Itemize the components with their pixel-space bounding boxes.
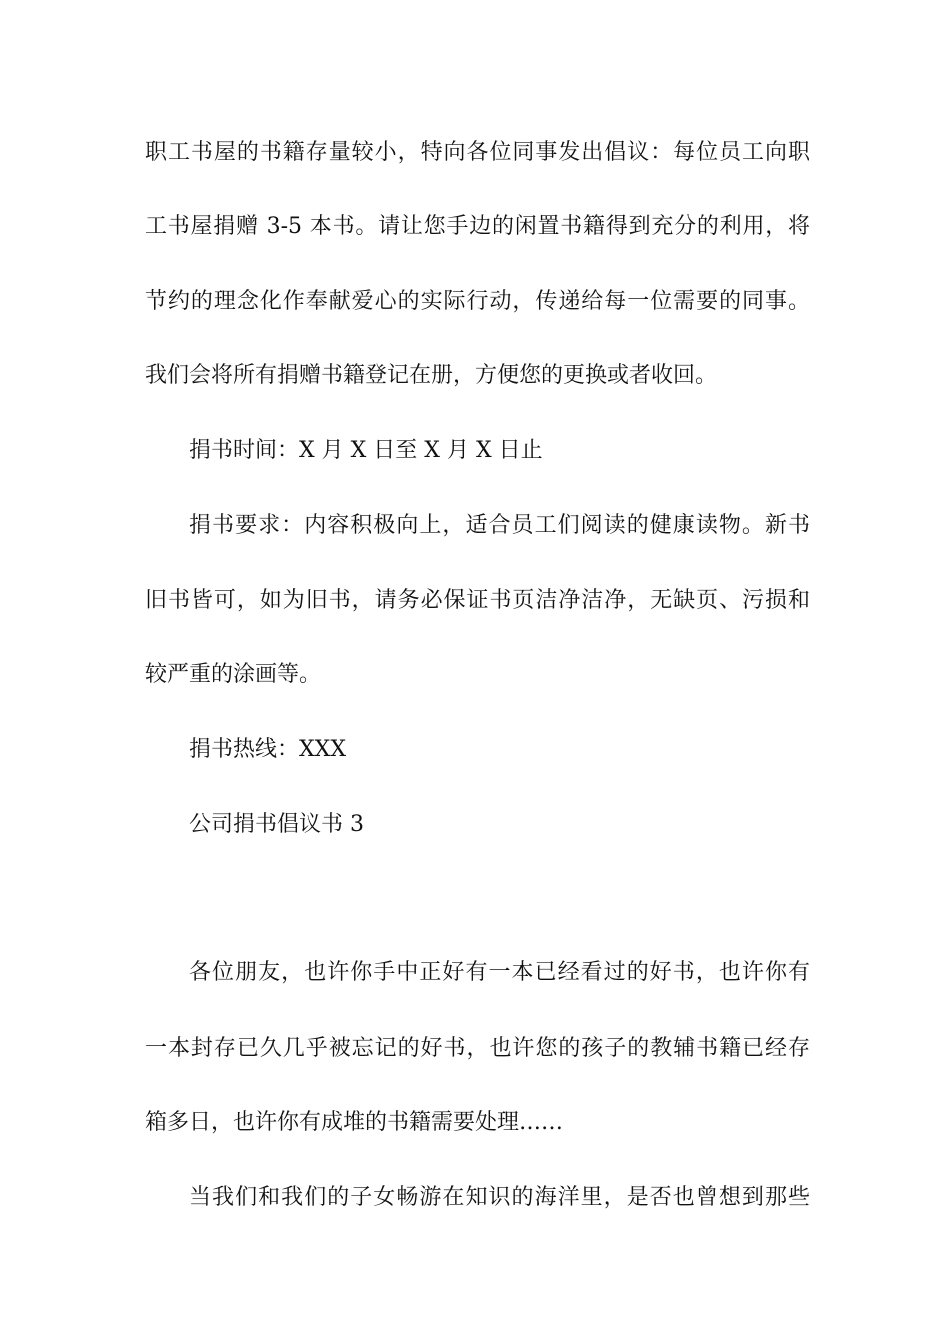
donation-time-line: 捐书时间：X 月 X 日至 X 月 X 日止	[189, 438, 543, 463]
paragraph-1-line-1: 职工书屋的书籍存量较小，特向各位同事发出倡议：每位员工向职	[145, 140, 810, 165]
section-title: 公司捐书倡议书 3	[189, 812, 364, 837]
paragraph-1-line-4: 我们会将所有捐赠书籍登记在册，方便您的更换或者收回。	[145, 363, 718, 388]
requirements-line-2: 旧书皆可，如为旧书，请务必保证书页洁净洁净，无缺页、污损和	[145, 588, 810, 613]
paragraph-1-line-3: 节约的理念化作奉献爱心的实际行动，传递给每一位需要的同事。	[145, 289, 810, 314]
friends-paragraph-line-3: 箱多日，也许你有成堆的书籍需要处理……	[145, 1110, 564, 1135]
requirements-line-1: 捐书要求：内容积极向上，适合员工们阅读的健康读物。新书	[189, 513, 810, 538]
ocean-paragraph-line-1: 当我们和我们的子女畅游在知识的海洋里，是否也曾想到那些	[189, 1185, 810, 1210]
requirements-line-3: 较严重的涂画等。	[145, 662, 322, 687]
hotline-line: 捐书热线：XXX	[189, 737, 346, 762]
friends-paragraph-line-2: 一本封存已久几乎被忘记的好书，也许您的孩子的教辅书籍已经存	[145, 1036, 810, 1061]
paragraph-1-line-2: 工书屋捐赠 3-5 本书。请让您手边的闲置书籍得到充分的利用，将	[145, 214, 810, 239]
friends-paragraph-line-1: 各位朋友，也许你手中正好有一本已经看过的好书，也许你有	[189, 960, 810, 985]
